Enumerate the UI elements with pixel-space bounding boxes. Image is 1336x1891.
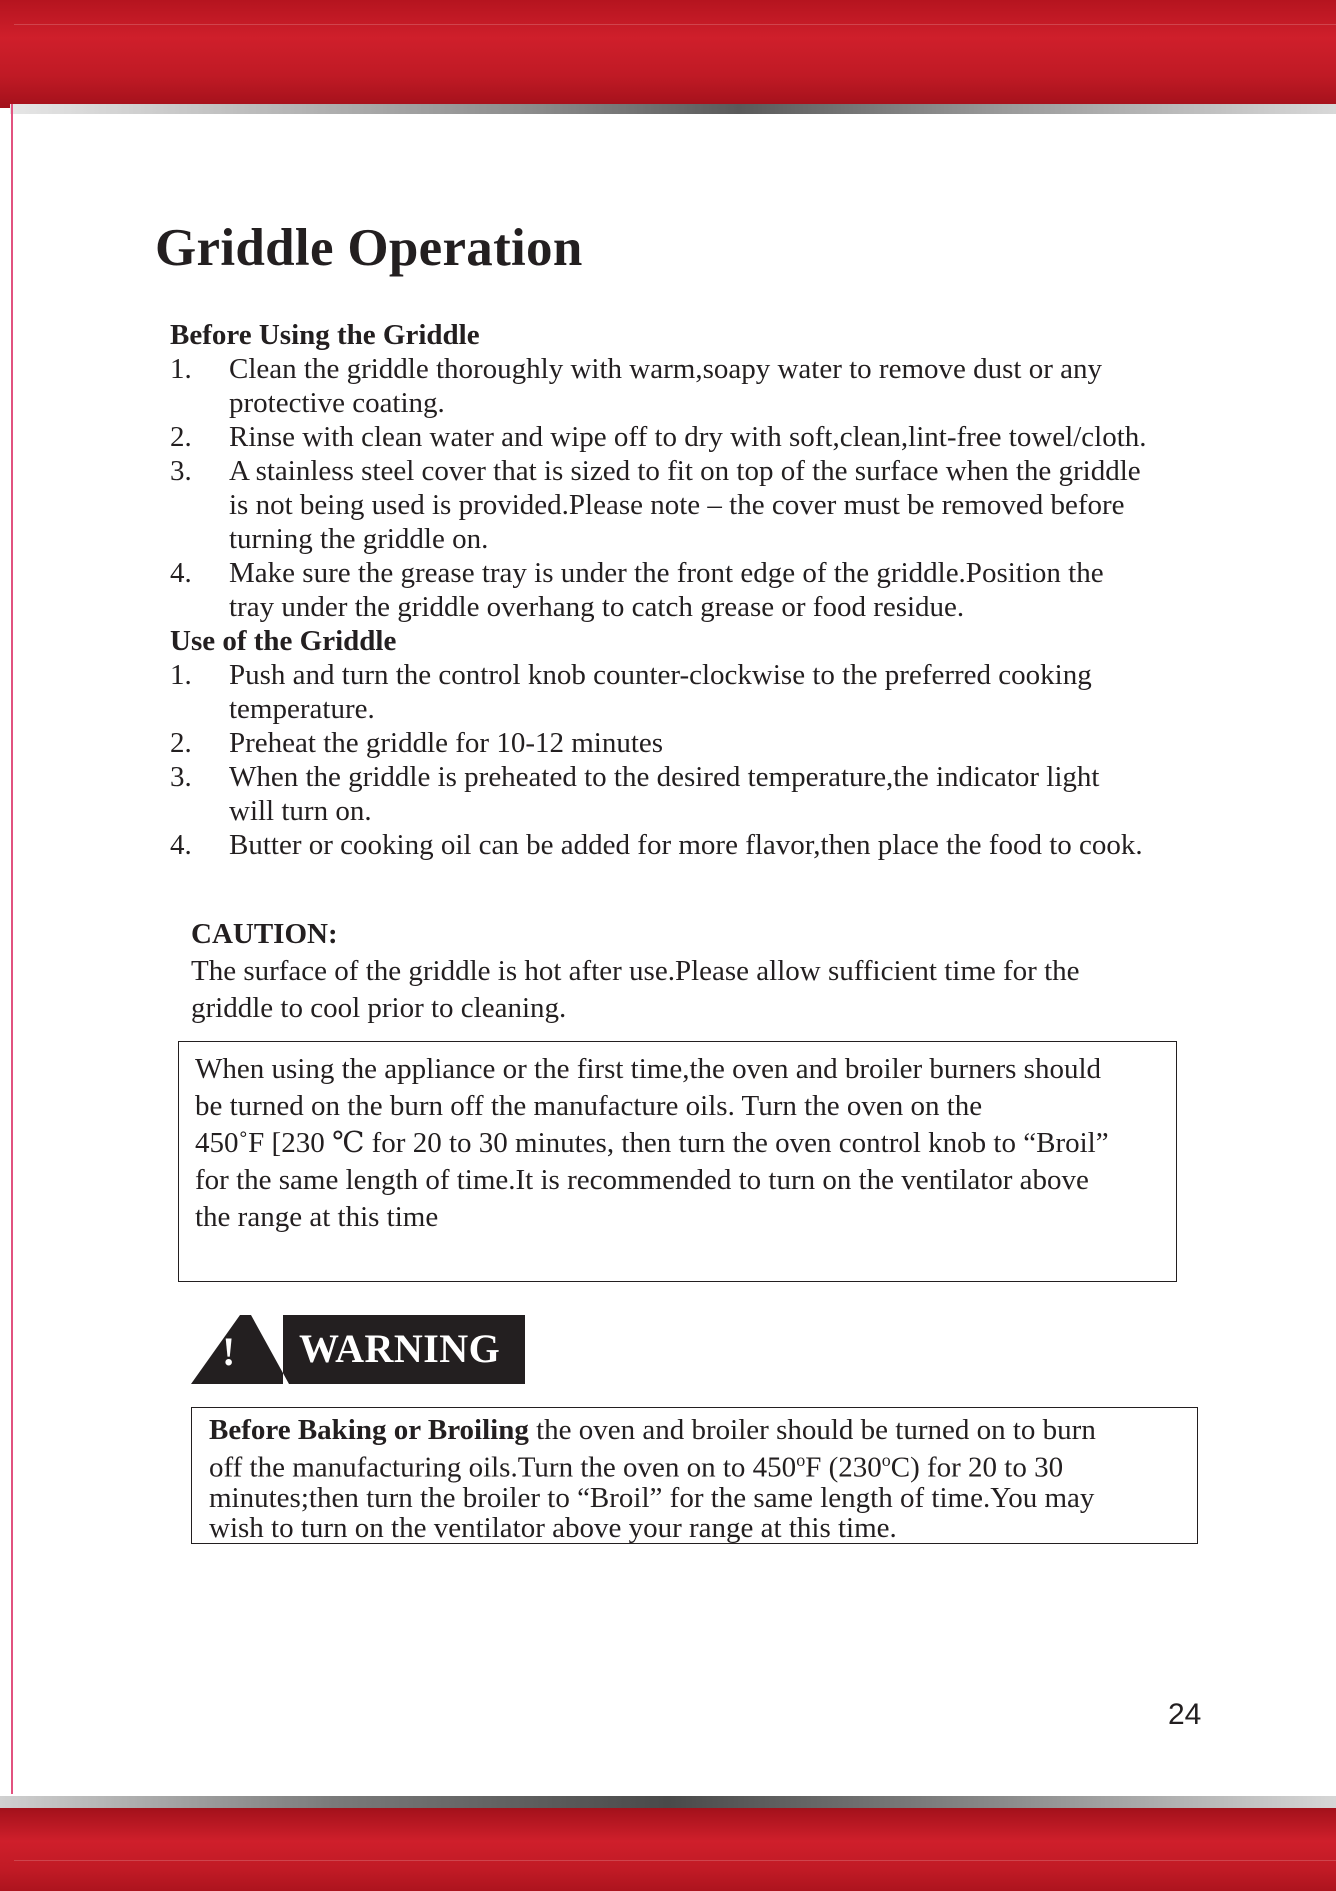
header-band [0, 0, 1336, 108]
header-highlight-line [14, 24, 1336, 25]
step-number: 4. [170, 829, 192, 861]
warning-label: WARNING [299, 1326, 501, 1371]
degree-superscript: o [796, 1450, 806, 1470]
step-number: 2. [170, 421, 192, 453]
step-line: will turn on. [229, 795, 372, 827]
list-item [170, 420, 1210, 454]
page-number: 24 [1168, 1698, 1202, 1731]
warning-line-text: off the manufacturing oils.Turn the oven on to 450 [209, 1451, 797, 1484]
note-line: When using the appliance or the first time,the oven and broiler burners should [195, 1053, 1101, 1085]
step-number: 3. [170, 455, 192, 487]
footer-band [0, 1808, 1336, 1891]
step-line: temperature. [229, 693, 375, 725]
step-line: When the griddle is preheated to the desired temperature,the indicator light [229, 761, 1100, 793]
warning-line [209, 1415, 1197, 1445]
step-number: 4. [170, 557, 192, 589]
step-line: tray under the griddle overhang to catch grease or food residue. [229, 591, 965, 623]
step-number: 1. [170, 659, 192, 691]
warning-badge [191, 1315, 525, 1384]
warning-line: minutes;then turn the broiler to “Broil” for the same length of time.You may [209, 1481, 1095, 1514]
step-line: turning the griddle on. [229, 523, 489, 555]
step-line: is not being used is provided.Please note – the cover must be removed before [229, 489, 1125, 521]
footer-highlight-line [14, 1860, 1336, 1861]
caution-section [191, 916, 1191, 1027]
note-line: for the same length of time.It is recommended to turn on the ventilator above [195, 1164, 1089, 1196]
left-margin-rule [11, 104, 13, 1794]
use-of-griddle-heading: Use of the Griddle [170, 625, 397, 657]
step-line: protective coating. [229, 387, 445, 419]
step-number: 2. [170, 727, 192, 759]
caution-line: The surface of the griddle is hot after use.Please allow sufficient time for the [191, 955, 1080, 987]
list-item [170, 352, 1210, 420]
step-number: 1. [170, 353, 192, 385]
list-item [170, 658, 1210, 726]
page-title: Griddle Operation [155, 219, 583, 277]
list-item [170, 556, 1210, 624]
note-line: the range at this time [195, 1201, 439, 1233]
list-item [170, 726, 1210, 760]
warning-bold-lead: Before Baking or Broiling [209, 1414, 529, 1446]
warning-box [191, 1407, 1198, 1544]
caution-heading: CAUTION: [191, 918, 338, 950]
step-line: Preheat the griddle for 10-12 minutes [229, 727, 664, 759]
degree-superscript: o [881, 1450, 891, 1470]
step-number: 3. [170, 761, 192, 793]
warning-line [209, 1445, 1197, 1483]
warning-exclamation-icon: ! [222, 1329, 236, 1374]
warning-line-text: the oven and broiler should be turned on to burn [528, 1414, 1096, 1446]
footer-shadow-rule [0, 1796, 1336, 1808]
header-shadow-rule [10, 104, 1336, 114]
step-line: Clean the griddle thoroughly with warm,soapy water to remove dust or any [229, 353, 1103, 385]
warning-line-text: F (230 [805, 1451, 882, 1484]
step-line: Rinse with clean water and wipe off to dry with soft,clean,lint-free towel/cloth. [229, 421, 1147, 453]
before-using-steps [170, 352, 1210, 624]
list-item [170, 760, 1210, 828]
step-line: Push and turn the control knob counter-clockwise to the preferred cooking [229, 659, 1092, 691]
use-of-griddle-steps [170, 658, 1210, 862]
list-item [170, 454, 1210, 556]
warning-line: wish to turn on the ventilator above your range at this time. [209, 1511, 897, 1544]
step-line: Butter or cooking oil can be added for more flavor,then place the food to cook. [229, 829, 1143, 861]
caution-line: griddle to cool prior to cleaning. [191, 992, 567, 1024]
note-line: 450˚F [230 ℃ for 20 to 30 minutes, then turn the oven control knob to “Broil” [195, 1127, 1109, 1159]
step-line: A stainless steel cover that is sized to fit on top of the surface when the griddle [229, 455, 1141, 487]
griddle-instructions [170, 318, 1210, 862]
before-using-heading: Before Using the Griddle [170, 319, 480, 351]
list-item [170, 828, 1210, 862]
warning-line-text: C) for 20 to 30 [890, 1451, 1064, 1484]
step-line: Make sure the grease tray is under the front edge of the griddle.Position the [229, 557, 1104, 589]
first-use-note-box [178, 1041, 1177, 1282]
note-line: be turned on the burn off the manufacture oils. Turn the oven on the [195, 1090, 983, 1122]
